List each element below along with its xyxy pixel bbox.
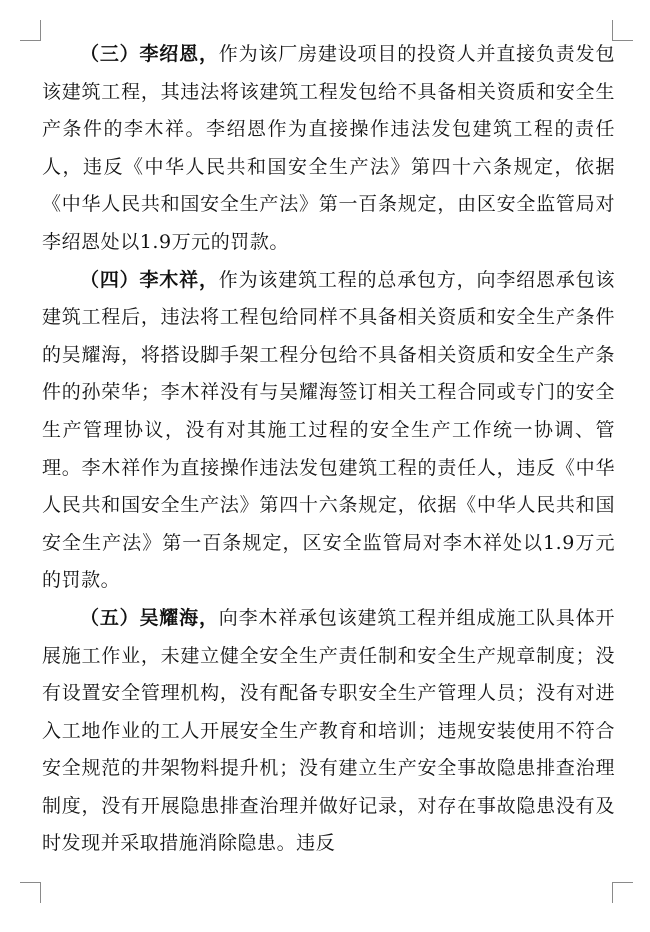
crop-mark-bottom-left (20, 882, 41, 903)
paragraph-heading: （三）李绍恩， (80, 43, 219, 65)
paragraph-text: 向李木祥承包该建筑工程并组成施工队具体开展施工作业，未建立健全安全生产责任制和安全生产规章制度；没有设置安全管理机构，没有配备专职安全生产管理人员；没有对进入工地作业的工人开展安全生产教育和培训；违规安装使用不符合安全规范的井架物料提升机；没有建立生产安全事故隐患排查治理制度，没有开展隐患排查治理并做好记录，对存在事故隐患没有及时发现并采取措施消除隐患。违反 (42, 606, 615, 855)
paragraph-heading: （四）李木祥， (80, 268, 219, 291)
paragraph-li-shaoen (42, 36, 615, 262)
paragraph-li-muxiang (42, 262, 615, 600)
paragraph-text: 作为该厂房建设项目的投资人并直接负责发包该建筑工程，其违法将该建筑工程发包给不具备相关资质和安全生产条件的李木祥。李绍恩作为直接操作违法发包建筑工程的责任人，违反《中华人民共和国安全生产法》第四十六条规定，依据《中华人民共和国安全生产法》第一百条规定，由区安全监管局对李绍恩处以1.9万元的罚款。 (42, 43, 615, 253)
paragraph-text: 作为该建筑工程的总承包方，向李绍恩承包该建筑工程后，违法将工程包给同样不具备相关资质和安全生产条件的吴耀海，将搭设脚手架工程分包给不具备相关资质和安全生产条件的孙荣华；李木祥没有与吴耀海签订相关工程合同或专门的安全生产管理协议，没有对其施工过程的安全生产工作统一协调、管理。李木祥作为直接操作违法发包建筑工程的责任人，违反《中华人民共和国安全生产法》第四十六条规定，依据《中华人民共和国安全生产法》第一百条规定，区安全监管局对李木祥处以1.9万元的罚款。 (42, 268, 615, 592)
crop-mark-top-left (20, 20, 41, 41)
paragraph-wu-yaohai (42, 600, 615, 863)
crop-mark-bottom-right (612, 882, 633, 903)
paragraph-heading: （五）吴耀海， (80, 606, 219, 629)
crop-mark-top-right (612, 20, 633, 41)
document-body (42, 36, 615, 863)
